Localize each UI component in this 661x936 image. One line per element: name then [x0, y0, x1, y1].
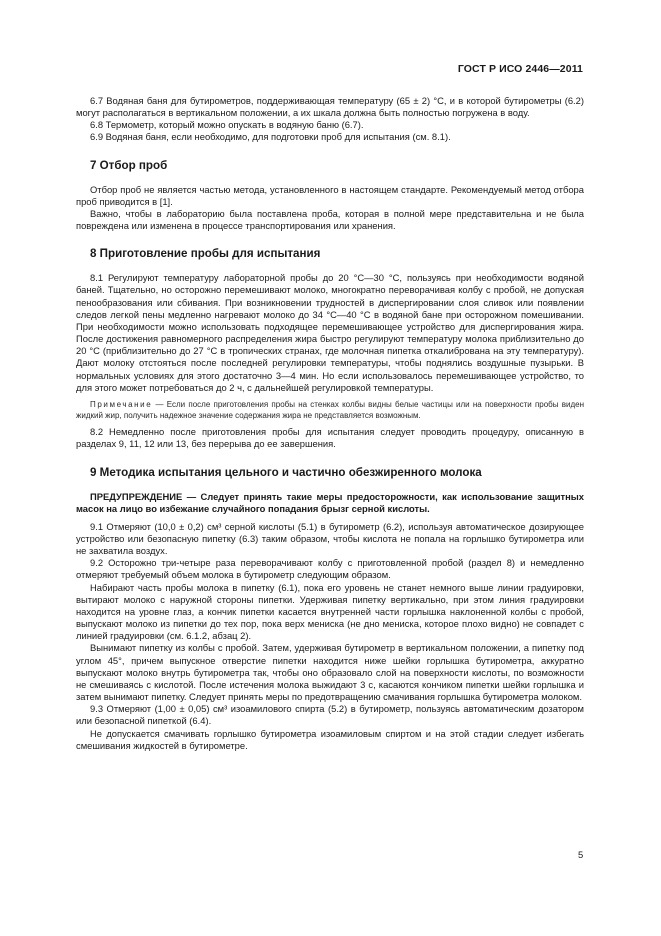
section-9-3-paragraph: 9.3 Отмеряют (1,00 ± 0,05) см³ изоамилового спирта (5.2) в бутирометр, пользуясь автоматическим дозатором или безопасной пипеткой (6.4). — [76, 703, 584, 727]
section-7-paragraph-2: Важно, чтобы в лабораторию была поставлена проба, которая в полной мере представительна и не была повреждена или изменена в процессе транспортирования или хранения. — [76, 207, 584, 232]
section-9-2-paragraph-2: Набирают часть пробы молока в пипетку (6.1), пока его уровень не станет немного выше линии градуировки, вытирают молоко с наружной стороны пипетки. Удерживая пипетку вертикально, при этом линия градуировки находится на уровне глаз, а кончик пипетки касается внутренней части горлышка наклоненной колбы с пробой, выпускают молоко из пипетки до тех пор, пока верх мениска (не дно мениска, которое плохо видно) не совпадет с линией градуировки (см. 6.1.2, абзац 2). — [76, 581, 584, 642]
item-6-7: 6.7 Водяная баня для бутирометров, поддерживающая температуру (65 ± 2) °С, и в которой бутирометры (6.2) могут располагаться в вертикальном положении, а их шкала должна быть полностью погружена в воду. — [76, 95, 584, 119]
section-8-note — [76, 399, 584, 421]
note-text: — Если после приготовления пробы на стенках колбы видны белые частицы или на поверхности пробы виден жидкий жир, получить надежное значение содержания жира не представляется возможным. — [76, 399, 584, 421]
section-7-paragraph-1: Отбор проб не является частью метода, установленного в настоящем стандарте. Рекомендуемый метод отбора проб приводится в [1]. — [76, 183, 584, 207]
section-8-1-paragraph: 8.1 Регулируют температуру лабораторной пробы до 20 °С—30 °С, пользуясь при необходимости водяной баней. Тщательно, но осторожно перемешивают молоко, многократно переворачивая колбу с пробой, не допуская пенообразования или сбивания. При возникновении трудностей в диспергировании слоя сливок или появлении следов легкой пены медленно нагревают молоко до 34 °С—40 °С в водяной бане при осторожном помешивании. При необходимости можно использовать подходящее перемешивающее устройство для диспергирования жира. После достижения равномерного распределения жира быстро регулируют температуру молока приблизительно до 20 °С (приблизительно до 27 °С в тропических странах, где молочная пипетка откалибрована на эту температуру). Дают молоку отстояться после последней регулировки температуры, чтобы поднялись воздушные пузырьки. В нормальных условиях для этого достаточно 3—4 мин. Но если использовалось перемешивающее устройство, то для этого может потребоваться до 2 ч, с дальнейшей регулировкой температуры. — [76, 272, 584, 393]
section-9-2-paragraph: 9.2 Осторожно три-четыре раза переворачивают колбу с приготовленной пробой (раздел 8) и немедленно отмеряют требуемый объем молока в бутирометр следующим образом. — [76, 557, 584, 581]
section-8-heading: 8 Приготовление пробы для испытания — [90, 247, 321, 261]
section-7-heading: 7 Отбор проб — [90, 158, 168, 172]
document-code-header: ГОСТ Р ИСО 2446—2011 — [457, 63, 583, 75]
item-6-8: 6.8 Термометр, который можно опускать в водяную баню (6.7). — [90, 119, 364, 131]
section-9-3-paragraph-2: Не допускается смачивать горлышко бутирометра изоамиловым спиртом и на этой стадии следует избегать смешивания жидкостей в бутирометре. — [76, 727, 584, 751]
section-9-1-paragraph: 9.1 Отмеряют (10,0 ± 0,2) см³ серной кислоты (5.1) в бутирометр (6.2), используя автоматическое дозирующее устройство или безопасную пипетку (6.3) таким образом, чтобы кислота не попала на горлышко бутирометра или не захватила воздух. — [76, 520, 584, 557]
page-number: 5 — [578, 849, 584, 860]
note-label: Примечание — [90, 399, 153, 409]
safety-warning: ПРЕДУПРЕЖДЕНИЕ — Следует принять такие меры предосторожности, как использование защитных масок на лицо во избежание случайного попадания брызг серной кислоты. — [76, 490, 584, 514]
page-content — [76, 95, 584, 752]
section-8-2-paragraph: 8.2 Немедленно после приготовления пробы для испытания следует проводить процедуру, описанную в разделах 9, 11, 12 или 13, без перерыва до ее завершения. — [76, 426, 584, 450]
item-6-9: 6.9 Водяная баня, если необходимо, для подготовки проб для испытания (см. 8.1). — [90, 131, 451, 143]
section-9-2-paragraph-3: Вынимают пипетку из колбы с пробой. Затем, удерживая бутирометр в вертикальном положении, а пипетку под углом 45°, причем выпускное отверстие пипетки находится ниже шейки горлышка бутирометра, аккуратно выпускают молоко внутрь бутирометра так, чтобы оно образовало слой на поверхности кислоты, по возможности не смешиваясь с кислотой. После истечения молока выжидают 3 с, касаются кончиком пипетки шейки горлышка и затем вынимают пипетку. Следует принять меры по предотвращению смачивания горлышка бутирометра молоком. — [76, 642, 584, 703]
section-9-heading: 9 Методика испытания цельного и частично обезжиренного молока — [90, 465, 482, 479]
